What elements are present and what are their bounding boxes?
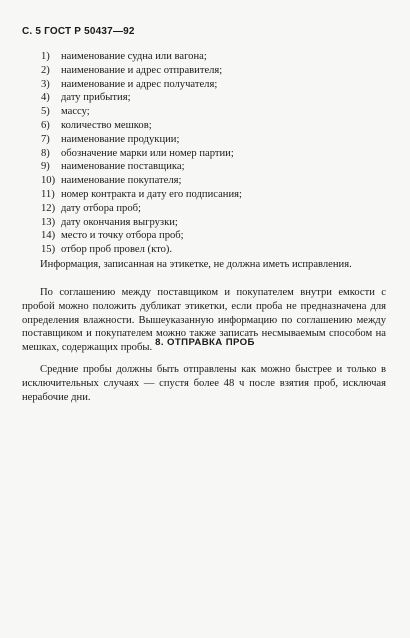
section-title: 8. ОТПРАВКА ПРОБ	[155, 337, 255, 348]
list-item	[41, 160, 242, 174]
list-item-text: наименование покупателя;	[61, 175, 182, 187]
list-item	[41, 147, 242, 161]
page-header: С. 5 ГОСТ Р 50437—92	[22, 26, 135, 37]
list-item	[41, 105, 242, 119]
list-item	[41, 119, 242, 133]
list-item	[41, 50, 242, 64]
list-item	[41, 216, 242, 230]
list-item-number: 10)	[41, 175, 56, 187]
list-item	[41, 202, 242, 216]
list-item-text: номер контракта и дату его подписания;	[61, 188, 242, 200]
paragraph-duplicate-label: По соглашению между поставщиком и покупателем внутри емкости с пробой можно положить дубликат этикетки, если проба не предназначена для определения влажности. Вышеуказанную информацию по соглашению между поставщиком и покупателем можно также записать несмываемым способом на мешках, содержащих пробы.	[22, 287, 386, 354]
list-item	[41, 64, 242, 78]
list-item-number: 8)	[41, 147, 50, 159]
list-item-text: дату отбора проб;	[61, 202, 141, 214]
list-item-number: 11)	[41, 188, 55, 200]
list-item-text: дату окончания выгрузки;	[61, 216, 178, 228]
list-item-text: дату прибытия;	[61, 92, 131, 104]
list-item-text: массу;	[61, 106, 90, 118]
list-item-text: отбор проб провел (кто).	[61, 244, 173, 256]
list-item-text: наименование и адрес отправителя;	[61, 64, 223, 76]
list-item	[41, 174, 242, 188]
list-item-text: наименование и адрес получателя;	[61, 78, 218, 90]
list-item-text: количество мешков;	[61, 119, 152, 131]
list-item	[41, 91, 242, 105]
label-fields-list	[41, 50, 242, 257]
list-item-number: 9)	[41, 161, 50, 173]
list-item-number: 2)	[41, 64, 50, 76]
list-item-number: 1)	[41, 51, 50, 62]
list-item-number: 13)	[41, 216, 56, 228]
list-item-text: наименование продукции;	[61, 133, 180, 145]
list-item-number: 3)	[41, 78, 50, 90]
list-item	[41, 188, 242, 202]
list-item-text: место и точку отбора проб;	[61, 230, 184, 242]
list-item-number: 5)	[41, 106, 50, 118]
list-item	[41, 78, 242, 92]
list-item-number: 4)	[41, 92, 50, 104]
paragraph-sample-dispatch: Средние пробы должны быть отправлены как можно быстрее и только в исключительных случаях — спустя более 48 ч после взятия проб, исключая нерабочие дни.	[22, 364, 386, 403]
list-item-number: 15)	[41, 244, 56, 256]
list-item	[41, 229, 242, 243]
list-item-number: 14)	[41, 230, 56, 242]
list-item	[41, 243, 242, 257]
list-item-number: 12)	[41, 202, 56, 214]
list-item-text: наименование поставщика;	[61, 161, 185, 173]
list-item-text: обозначение марки или номер партии;	[61, 147, 234, 159]
list-item-text: наименование судна или вагона;	[61, 51, 207, 62]
list-item	[41, 133, 242, 147]
list-item-number: 7)	[41, 133, 50, 145]
list-item-number: 6)	[41, 119, 50, 131]
paragraph-label-corrections: Информация, записанная на этикетке, не должна иметь исправления.	[40, 259, 352, 270]
